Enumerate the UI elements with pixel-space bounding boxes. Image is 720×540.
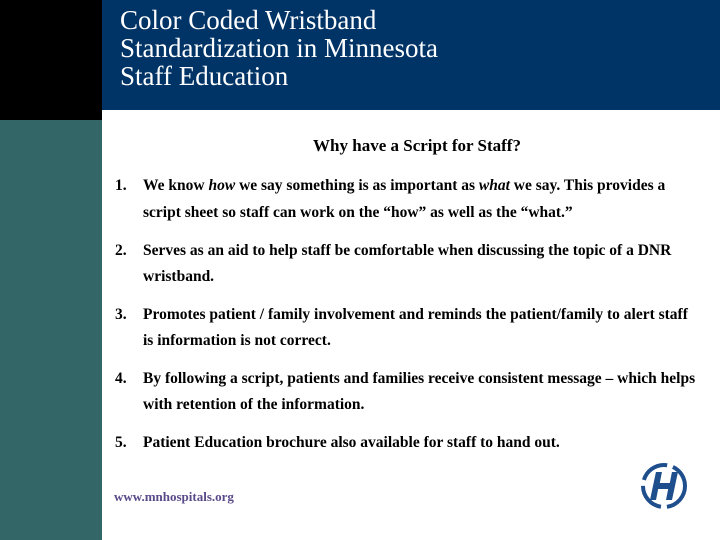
slide-content <box>112 134 702 468</box>
list-item-number: 4. <box>115 370 127 387</box>
list-item <box>112 172 702 226</box>
list-item-text: Promotes patient / family involvement and reminds the patient/family to alert staff is information is not correct. <box>143 306 688 349</box>
list-item <box>112 238 702 290</box>
list-item-number: 1. <box>115 177 127 194</box>
list-item <box>112 366 702 418</box>
list-item-number: 2. <box>115 242 127 259</box>
points-list <box>112 172 702 456</box>
list-item-text: Serves as an aid to help staff be comfortable when discussing the topic of a DNR wristband. <box>143 242 672 285</box>
slide-title-line-3: Staff Education <box>120 61 289 91</box>
list-item-text: Patient Education brochure also available for staff to hand out. <box>143 434 560 451</box>
side-bar <box>0 120 102 540</box>
footer-url-link[interactable]: www.mnhospitals.org <box>114 489 234 504</box>
title-divider <box>102 110 720 120</box>
corner-block <box>0 0 102 120</box>
slide-title <box>120 6 438 90</box>
list-item-number: 3. <box>115 306 127 323</box>
slide-title-line-2: Standardization in Minnesota <box>120 33 438 63</box>
list-item <box>112 430 702 456</box>
slide-title-line-1: Color Coded Wristband <box>120 5 377 35</box>
list-item-number: 5. <box>115 434 127 451</box>
hospital-h-logo-icon <box>640 462 688 510</box>
list-item <box>112 302 702 354</box>
list-item-text: By following a script, patients and families receive consistent message – which helps with retention of the information. <box>143 370 696 413</box>
slide-subtitle: Why have a Script for Staff? <box>313 136 521 155</box>
list-item-text: We know how we say something is as important as what we say. This provides a script sheet so staff can work on the “how” as well as the “what.” <box>143 177 666 221</box>
